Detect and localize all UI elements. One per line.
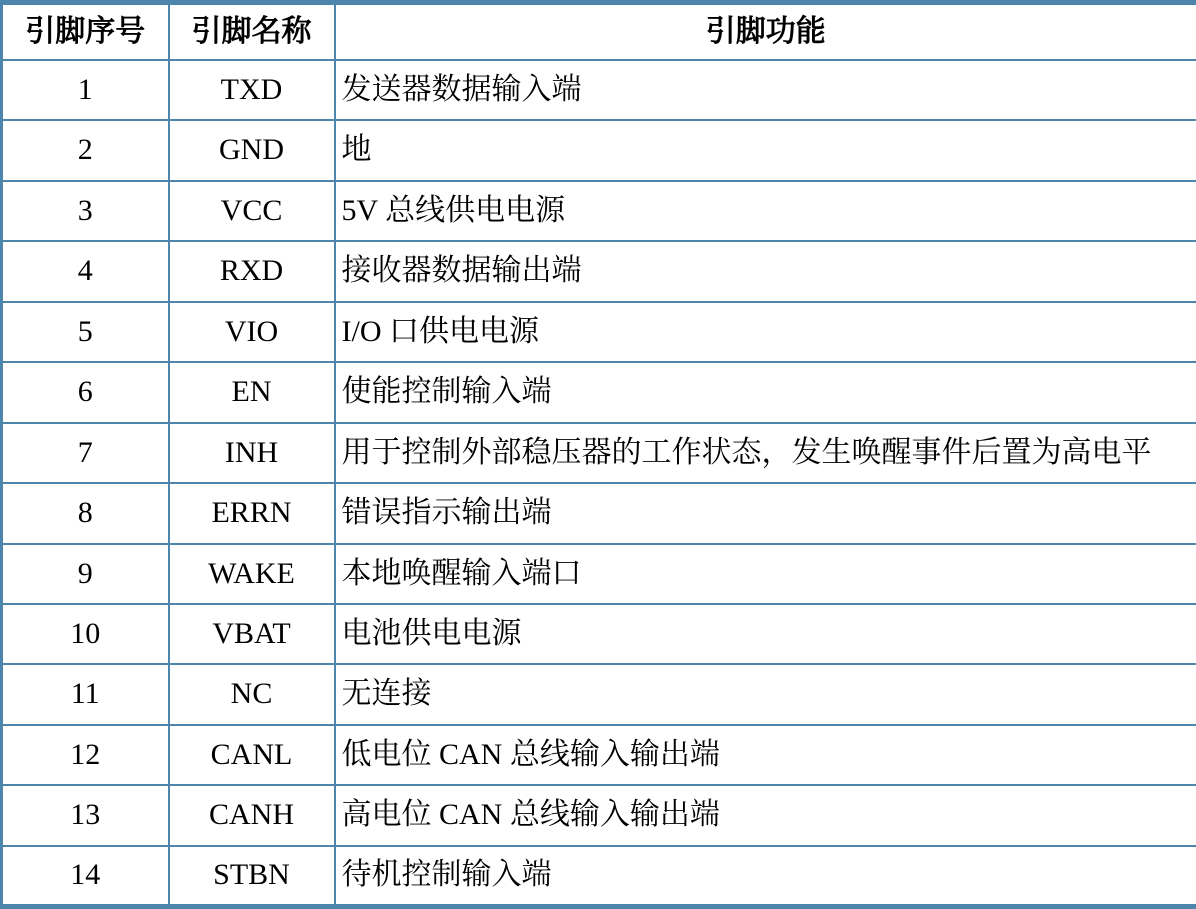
pin-number: 10: [2, 604, 169, 664]
pin-name: CANH: [169, 785, 335, 845]
pin-function: 无连接: [335, 664, 1196, 724]
header-pin-function: 引脚功能: [335, 3, 1196, 60]
header-pin-number: 引脚序号: [2, 3, 169, 60]
table-row: [2, 725, 1196, 785]
pin-function: 发送器数据输入端: [335, 60, 1196, 120]
pin-number: 5: [2, 302, 169, 362]
table-row: [2, 362, 1196, 422]
table-row: [2, 664, 1196, 724]
pin-name: VCC: [169, 181, 335, 241]
header-pin-name: 引脚名称: [169, 3, 335, 60]
pin-number: 6: [2, 362, 169, 422]
pin-name: EN: [169, 362, 335, 422]
pin-function: 电池供电电源: [335, 604, 1196, 664]
table-row: [2, 483, 1196, 543]
pin-number: 4: [2, 241, 169, 301]
pin-number: 3: [2, 181, 169, 241]
pin-number: 14: [2, 846, 169, 907]
pin-name: STBN: [169, 846, 335, 907]
pin-name: GND: [169, 120, 335, 180]
pin-name: ERRN: [169, 483, 335, 543]
table-row: [2, 120, 1196, 180]
table-row: [2, 60, 1196, 120]
pin-function: 高电位 CAN 总线输入输出端: [335, 785, 1196, 845]
pin-function: 低电位 CAN 总线输入输出端: [335, 725, 1196, 785]
pin-function: 使能控制输入端: [335, 362, 1196, 422]
table-row: [2, 846, 1196, 907]
table-row: [2, 423, 1196, 483]
pin-name: NC: [169, 664, 335, 724]
pin-number: 12: [2, 725, 169, 785]
table-row: [2, 785, 1196, 845]
pin-name: VBAT: [169, 604, 335, 664]
pin-number: 7: [2, 423, 169, 483]
pin-number: 11: [2, 664, 169, 724]
pin-function: I/O 口供电电源: [335, 302, 1196, 362]
pin-function: 用于控制外部稳压器的工作状态，发生唤醒事件后置为高电平: [335, 423, 1196, 483]
pin-function: 地: [335, 120, 1196, 180]
pin-name: TXD: [169, 60, 335, 120]
pin-number: 13: [2, 785, 169, 845]
pin-function: 待机控制输入端: [335, 846, 1196, 907]
pin-number: 1: [2, 60, 169, 120]
pin-function: 错误指示输出端: [335, 483, 1196, 543]
pin-function: 5V 总线供电电源: [335, 181, 1196, 241]
pin-name: INH: [169, 423, 335, 483]
pin-name: CANL: [169, 725, 335, 785]
pin-number: 2: [2, 120, 169, 180]
pin-number: 9: [2, 544, 169, 604]
table-row: [2, 604, 1196, 664]
table-row: [2, 181, 1196, 241]
table-row: [2, 241, 1196, 301]
table-row: [2, 544, 1196, 604]
pin-function: 本地唤醒输入端口: [335, 544, 1196, 604]
pin-number: 8: [2, 483, 169, 543]
pin-name: RXD: [169, 241, 335, 301]
pin-function: 接收器数据输出端: [335, 241, 1196, 301]
table-row: [2, 302, 1196, 362]
pin-name: WAKE: [169, 544, 335, 604]
pin-name: VIO: [169, 302, 335, 362]
table-header-row: [2, 3, 1196, 60]
